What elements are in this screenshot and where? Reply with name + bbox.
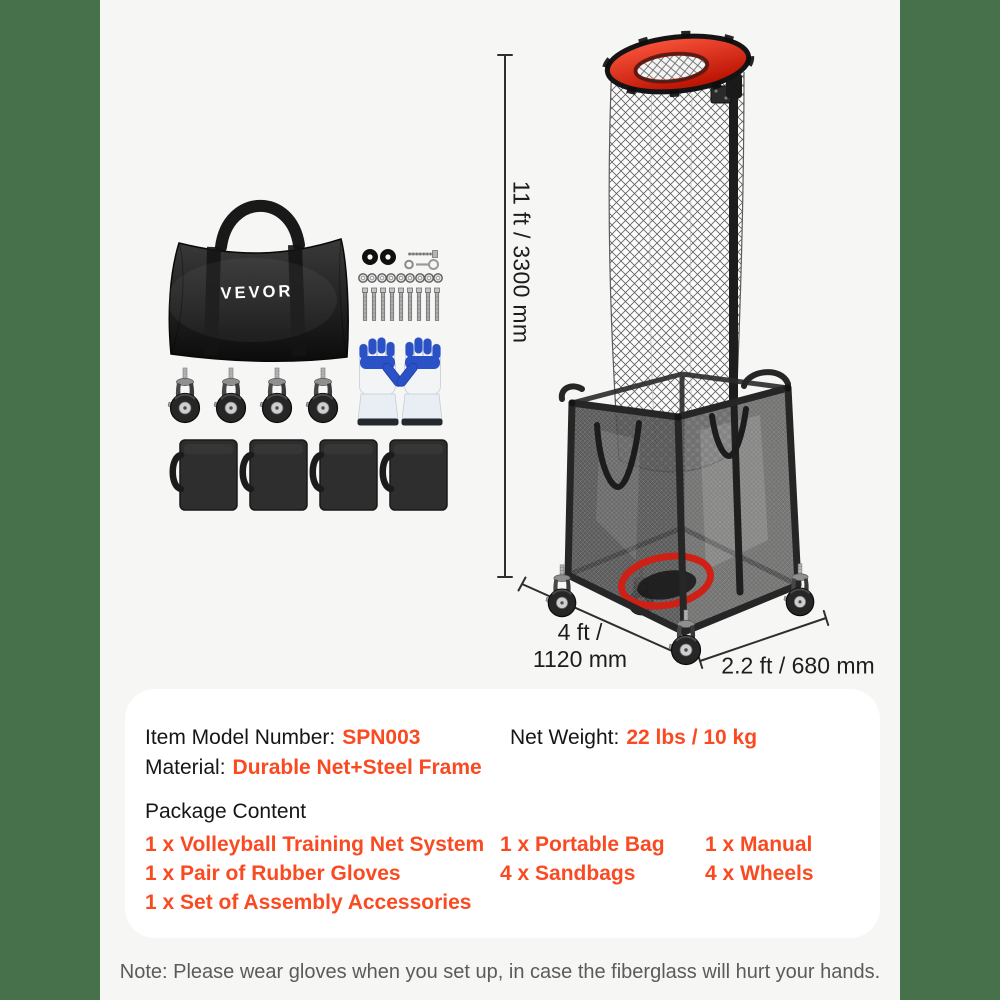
package-item: 4 x Wheels	[705, 862, 814, 885]
package-item: 4 x Sandbags	[500, 862, 636, 885]
assembly-hardware-icon	[359, 249, 442, 321]
material-value: Durable Net+Steel Frame	[232, 756, 482, 779]
width-dimension-label	[533, 619, 627, 673]
item-model-label: Item Model Number:	[145, 726, 336, 749]
item-model-row	[145, 725, 420, 751]
right-green-band	[900, 0, 1000, 1000]
package-column-3	[705, 830, 814, 888]
depth-dimension-label: 2.2 ft / 680 mm	[721, 652, 875, 679]
package-item: 1 x Volleyball Training Net System	[145, 833, 485, 856]
rubber-gloves-icon	[358, 338, 443, 426]
left-green-band	[0, 0, 100, 1000]
net-weight-row	[510, 725, 757, 751]
sandbags-icon	[173, 440, 447, 510]
net-weight-label: Net Weight:	[510, 726, 620, 749]
volleyball-net-system-icon	[546, 28, 814, 665]
width-dimension-line2: 1120 mm	[532, 646, 628, 672]
height-dimension-label: 11 ft / 3300 mm	[508, 180, 535, 344]
caster-wheels-icon	[168, 368, 338, 423]
material-label: Material:	[145, 756, 226, 779]
net-weight-value: 22 lbs / 10 kg	[626, 726, 758, 749]
safety-note: Note: Please wear gloves when you set up, in case the fiberglass will hurt your hands.	[119, 961, 881, 983]
spec-card	[125, 689, 880, 938]
package-item: 1 x Pair of Rubber Gloves	[145, 862, 401, 885]
package-item: 1 x Portable Bag	[500, 833, 665, 856]
package-item: 1 x Set of Assembly Accessories	[145, 891, 472, 914]
package-items-illustration	[167, 206, 447, 510]
package-item: 1 x Manual	[705, 833, 813, 856]
package-column-1	[145, 830, 484, 917]
item-model-value: SPN003	[342, 726, 421, 749]
package-content-title: Package Content	[145, 800, 307, 823]
width-dimension-line1: 4 ft /	[557, 619, 603, 645]
material-row	[145, 755, 482, 781]
vevor-logo: VEVOR	[220, 282, 294, 303]
package-column-2	[500, 830, 665, 888]
